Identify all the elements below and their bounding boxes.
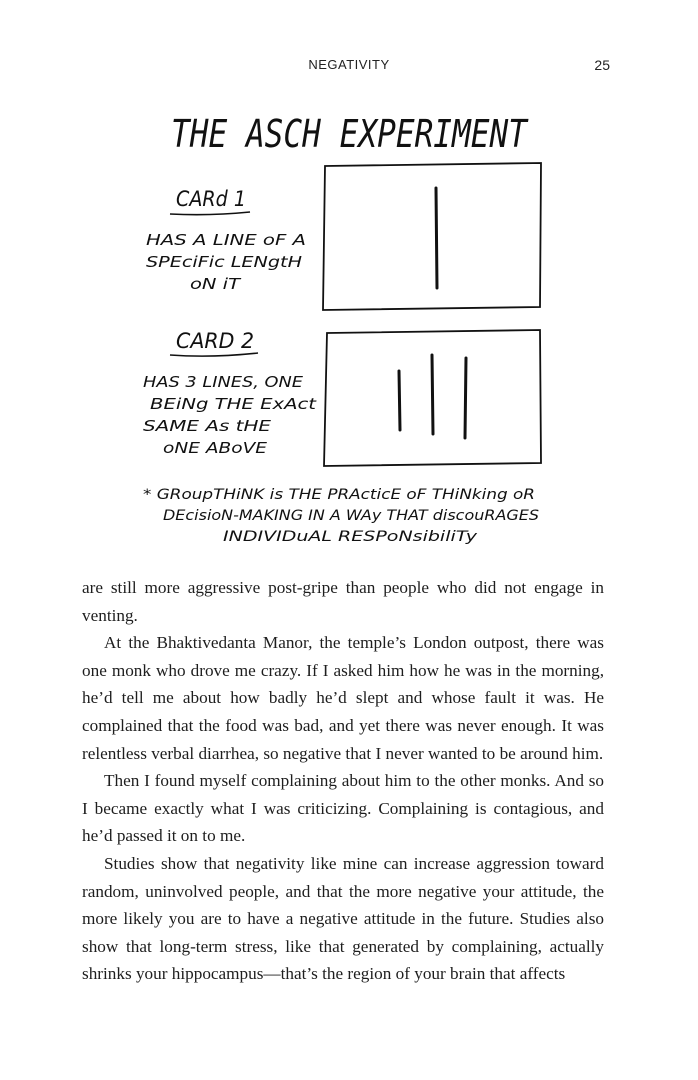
- card1-desc-line-2: SPEciFic LENgtH: [146, 253, 302, 271]
- card2-desc-line-3: SAME As tHE: [143, 417, 272, 435]
- footnote-line-3: INDIVIDuAL RESPoNsibiliTy: [223, 529, 478, 545]
- page-number: 25: [594, 57, 610, 73]
- card2-box: [324, 330, 541, 466]
- paragraph-1: are still more aggressive post-gripe than people who did not engage in venting.: [82, 578, 604, 625]
- card1-box: [323, 163, 541, 310]
- card1-label-underline: [170, 212, 250, 215]
- card2-desc-line-4: oNE ABoVE: [163, 439, 268, 457]
- paragraph-2: At the Bhaktivedanta Manor, the temple’s London outpost, there was one monk who drove me crazy. If I asked him how he was in the morning, he’d tell me about how badly he’d slept and whose fault it was. He complained that the food was bad, and yet there was never enough. It was relentless verbal diarrhea, so negative that I never wanted to be around him.: [82, 633, 604, 763]
- card1-label: CARd 1: [176, 187, 246, 211]
- asch-experiment-illustration: [0, 100, 698, 560]
- footnote-line-1: * GRoupTHiNK is THE PRActicE oF THiNking oR: [143, 487, 535, 503]
- body-text: [82, 574, 604, 988]
- card2-desc-line-1: HAS 3 LINES, ONE: [143, 373, 304, 391]
- card2-desc-line-2: BEiNg THE ExAct: [150, 395, 318, 413]
- card1-desc-line-3: oN iT: [190, 275, 243, 293]
- card1-desc-line-1: HAS A LINE oF A: [146, 231, 306, 249]
- card2-label: CARD 2: [176, 329, 254, 353]
- footnote-line-2: DEcisioN-MAKING IN A WAy THAT discouRAGES: [163, 508, 540, 524]
- section-title: NEGATIVITY: [308, 57, 390, 72]
- card2-label-underline: [170, 353, 258, 356]
- paragraph-4: Studies show that negativity like mine can increase aggression toward random, uninvolved people, and that the more negative your attitude, the more likely you are to have a negative attitude in the future. Studies also show that long-term stress, like that generated by complaining, actually shrinks your hippocampus—that’s the region of your brain that affects: [82, 853, 604, 984]
- paragraph-3: Then I found myself complaining about him to the other monks. And so I became exactly what I was criticizing. Complaining is contagious, and he’d passed it on to me.: [82, 771, 604, 846]
- illustration-title: THE ASCH EXPERIMENT: [171, 112, 529, 156]
- running-head: [0, 57, 698, 79]
